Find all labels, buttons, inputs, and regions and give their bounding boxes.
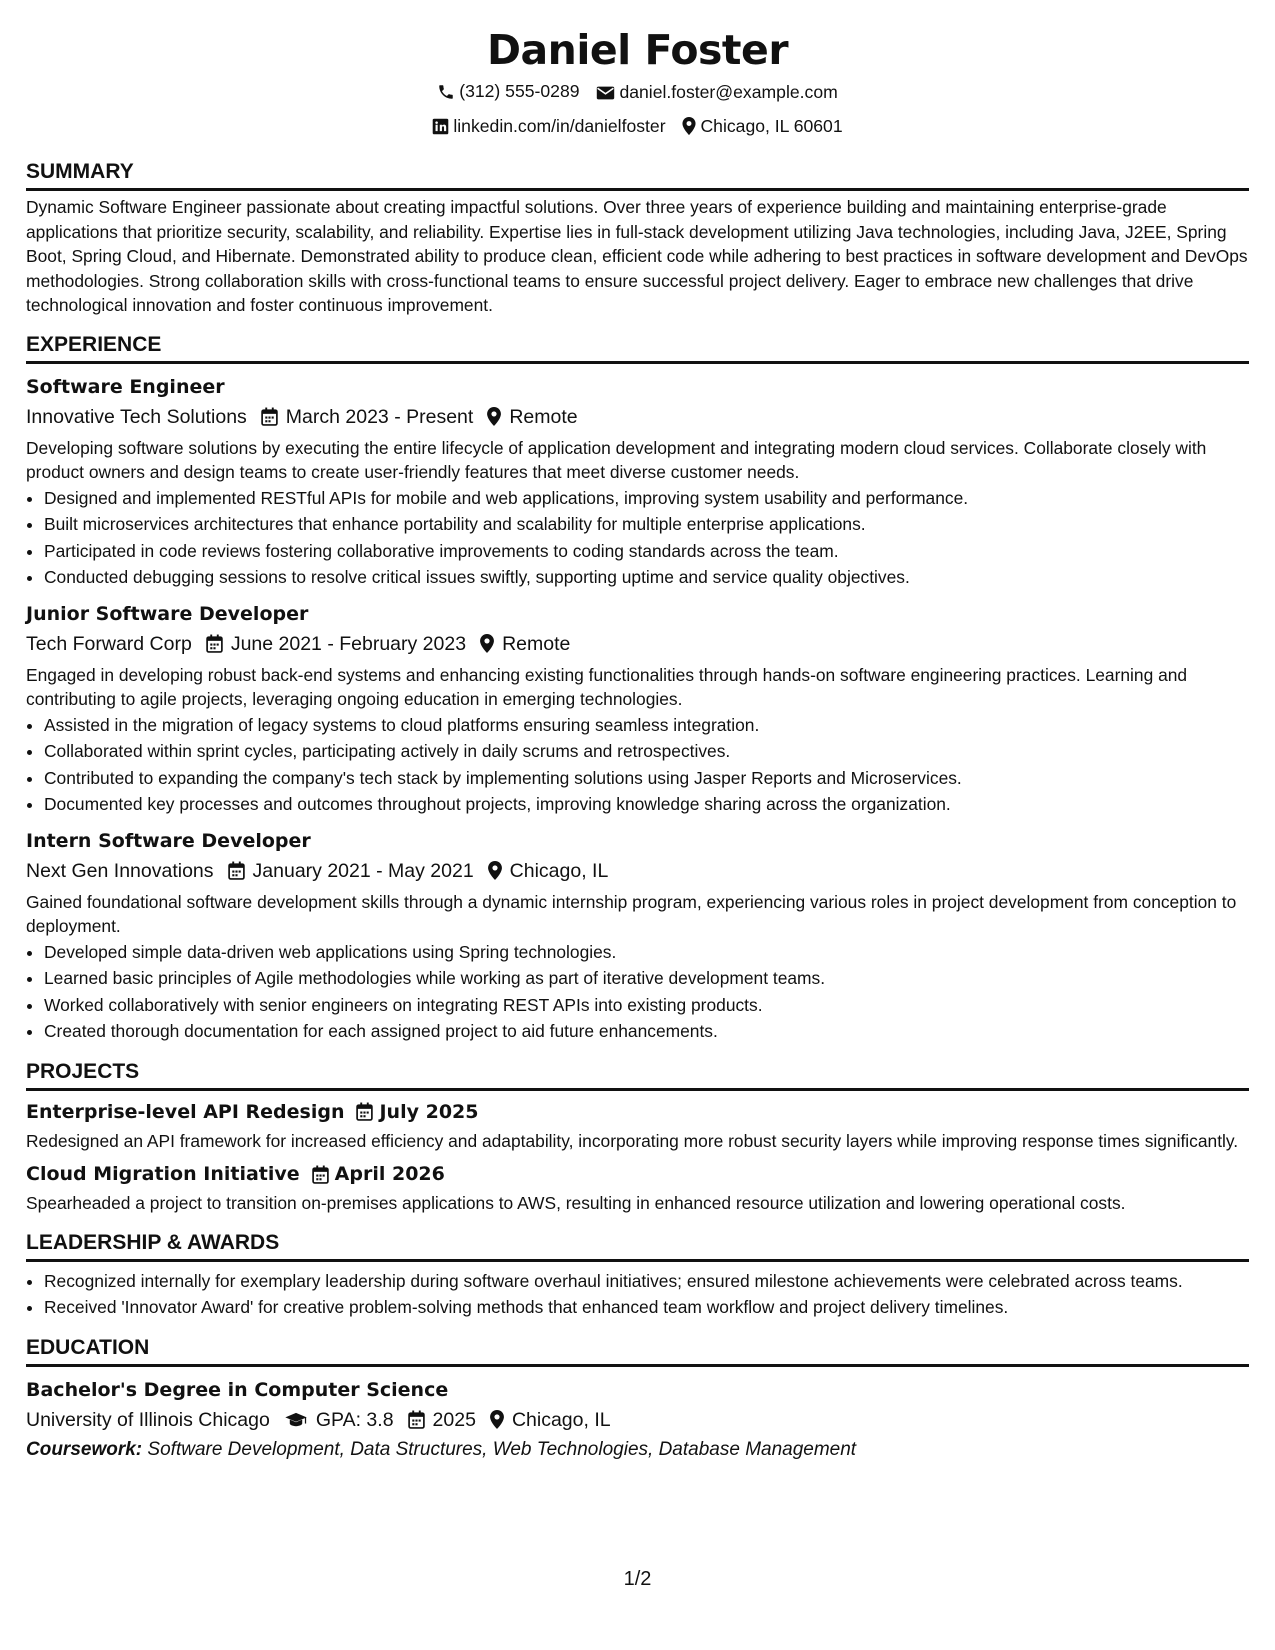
contact-row-2 (26, 111, 1249, 146)
list-item: • Assisted in the migration of legacy systems to cloud platforms ensuring seamless integration. (44, 712, 1249, 739)
job-entry (26, 828, 1249, 1045)
job-entry (26, 601, 1249, 818)
phone-contact (437, 76, 579, 107)
map-pin-icon (480, 634, 494, 653)
coursework-label: Coursework: (26, 1438, 143, 1460)
calendar-icon (312, 1165, 329, 1184)
education-meta (26, 1405, 1249, 1435)
section-title-leadership: LEADERSHIP & AWARDS (26, 1230, 1249, 1262)
calendar-icon (228, 861, 245, 880)
job-company: Innovative Tech Solutions (26, 405, 247, 428)
job-dates: March 2023 - Present (285, 405, 474, 428)
resume-page (26, 0, 1249, 1465)
job-title: Software Engineer (26, 375, 225, 398)
list-item: • Worked collaboratively with senior engineers on integrating REST APIs into existing products. (44, 992, 1249, 1019)
project-entry (26, 1161, 1249, 1216)
project-description: Redesigned an API framework for increased efficiency and adaptability, incorporating more robust security layers while improving response times significantly. (26, 1130, 1239, 1151)
job-meta (26, 629, 1249, 659)
project-description: Spearheaded a project to transition on-premises applications to AWS, resulting in enhanced resource utilization and lowering operational costs. (26, 1193, 1126, 1213)
calendar-icon (261, 407, 278, 426)
summary-text: Dynamic Software Engineer passionate about creating impactful solutions. Over three years of experience building and maintaining enterprise-grade applications that prioritize security, scalability, and reliability. Expertise lies in full-stack development utilizing Java technologies, including Java, J2EE, Spring Boot, Spring Cloud, and Hibernate. Demonstrated ability to produce clean, efficient code while adhering to best practices in software development and DevOps methodologies. Strong collaboration skills with cross-functional teams to ensure successful project delivery. Eager to embrace new challenges that drive technological innovation and foster continuous improvement. (26, 197, 1248, 315)
list-item: • Built microservices architectures that enhance portability and scalability for multiple enterprise applications. (44, 511, 1249, 538)
location-text: Chicago, IL 60601 (700, 115, 843, 136)
project-date: July 2025 (379, 1100, 479, 1123)
project-header (26, 1161, 1249, 1187)
list-item: • Received 'Innovator Award' for creative problem-solving methods that enhanced team workflow and project delivery timelines. (44, 1294, 1249, 1321)
job-location: Remote (509, 405, 578, 428)
list-item: • Participated in code reviews fostering collaborative improvements to coding standards across the team. (44, 538, 1249, 565)
job-meta (26, 402, 1249, 432)
location-contact (682, 111, 842, 142)
experience-list (26, 374, 1249, 1045)
project-name: Enterprise-level API Redesign (26, 1100, 345, 1123)
section-title-projects: PROJECTS (26, 1059, 1249, 1091)
job-description: Developing software solutions by executing the entire lifecycle of application development and integrating modern cloud services. Collaborate closely with product owners and design teams to create user-friendly features that meet diverse customer needs. (26, 437, 1207, 482)
email-address[interactable]: daniel.foster@example.com (619, 82, 838, 102)
job-company: Next Gen Innovations (26, 859, 214, 882)
list-item: • Created thorough documentation for each assigned project to aid future enhancements. (44, 1018, 1249, 1045)
graduation-cap-icon (284, 1412, 308, 1428)
list-item: • Conducted debugging sessions to resolve critical issues swiftly, supporting uptime and service quality objectives. (44, 564, 1249, 591)
job-bullets (26, 485, 1249, 591)
envelope-icon (596, 85, 615, 101)
section-title-education: EDUCATION (26, 1335, 1249, 1367)
section-title-experience: EXPERIENCE (26, 332, 1249, 364)
job-description: Engaged in developing robust back-end systems and enhancing existing functionalities through hands-on software engineering practices. Learning and contributing to agile projects, leveraging ongoing education in emerging technologies. (26, 664, 1188, 709)
education-location: Chicago, IL (511, 1408, 611, 1431)
list-item: • Contributed to expanding the company's tech stack by implementing solutions using Jasper Reports and Microservices. (44, 765, 1249, 792)
list-item: • Learned basic principles of Agile methodologies while working as part of iterative development teams. (44, 965, 1249, 992)
list-item: • Designed and implemented RESTful APIs for mobile and web applications, improving system usability and performance. (44, 485, 1249, 512)
project-name: Cloud Migration Initiative (26, 1163, 300, 1185)
linkedin-url[interactable]: linkedin.com/in/danielfoster (453, 116, 666, 136)
linkedin-icon (432, 118, 449, 135)
job-dates: January 2021 - May 2021 (252, 859, 474, 882)
map-pin-icon (682, 117, 696, 135)
job-title: Intern Software Developer (26, 829, 311, 852)
list-item: • Documented key processes and outcomes throughout projects, improving knowledge sharing across the organization. (44, 791, 1249, 818)
coursework-list: Software Development, Data Structures, Web Technologies, Database Management (147, 1438, 857, 1460)
job-company: Tech Forward Corp (26, 632, 192, 655)
phone-number: (312) 555-0289 (459, 81, 580, 101)
job-entry (26, 374, 1249, 591)
project-date: April 2026 (334, 1163, 445, 1185)
job-location: Remote (502, 632, 571, 655)
job-description: Gained foundational software development skills through a dynamic internship program, experiencing various roles in project development from conception to deployment. (26, 891, 1237, 936)
job-meta (26, 856, 1249, 886)
project-entry (26, 1099, 1249, 1154)
job-dates: June 2021 - February 2023 (230, 632, 467, 655)
coursework-line (26, 1435, 1249, 1465)
calendar-icon (206, 634, 223, 653)
map-pin-icon (490, 1410, 504, 1429)
job-bullets (26, 712, 1249, 818)
leadership-bullets (26, 1268, 1249, 1321)
list-item: • Developed simple data-driven web applications using Spring technologies. (44, 939, 1249, 966)
page-number: 1/2 (623, 1568, 652, 1590)
email-contact[interactable] (596, 77, 837, 108)
section-title-summary: SUMMARY (26, 159, 1249, 191)
candidate-name: Daniel Foster (486, 26, 789, 74)
graduation-year: 2025 (432, 1408, 476, 1431)
school-name: University of Illinois Chicago (26, 1408, 270, 1431)
linkedin-contact[interactable] (432, 111, 665, 142)
gpa-text: GPA: 3.8 (315, 1408, 394, 1431)
map-pin-icon (488, 861, 502, 880)
calendar-icon (356, 1102, 373, 1121)
calendar-icon (408, 1410, 425, 1429)
job-location: Chicago, IL (509, 859, 609, 882)
job-title: Junior Software Developer (26, 602, 309, 625)
list-item: • Collaborated within sprint cycles, participating actively in daily scrums and retrospectives. (44, 738, 1249, 765)
phone-icon (437, 83, 455, 101)
map-pin-icon (487, 407, 501, 426)
contact-row-1 (26, 76, 1249, 111)
job-bullets (26, 939, 1249, 1045)
list-item: • Recognized internally for exemplary leadership during software overhaul initiatives; ensured milestone achievements were celebrated across teams. (44, 1268, 1249, 1295)
project-header (26, 1099, 1249, 1125)
degree-title: Bachelor's Degree in Computer Science (26, 1378, 449, 1401)
